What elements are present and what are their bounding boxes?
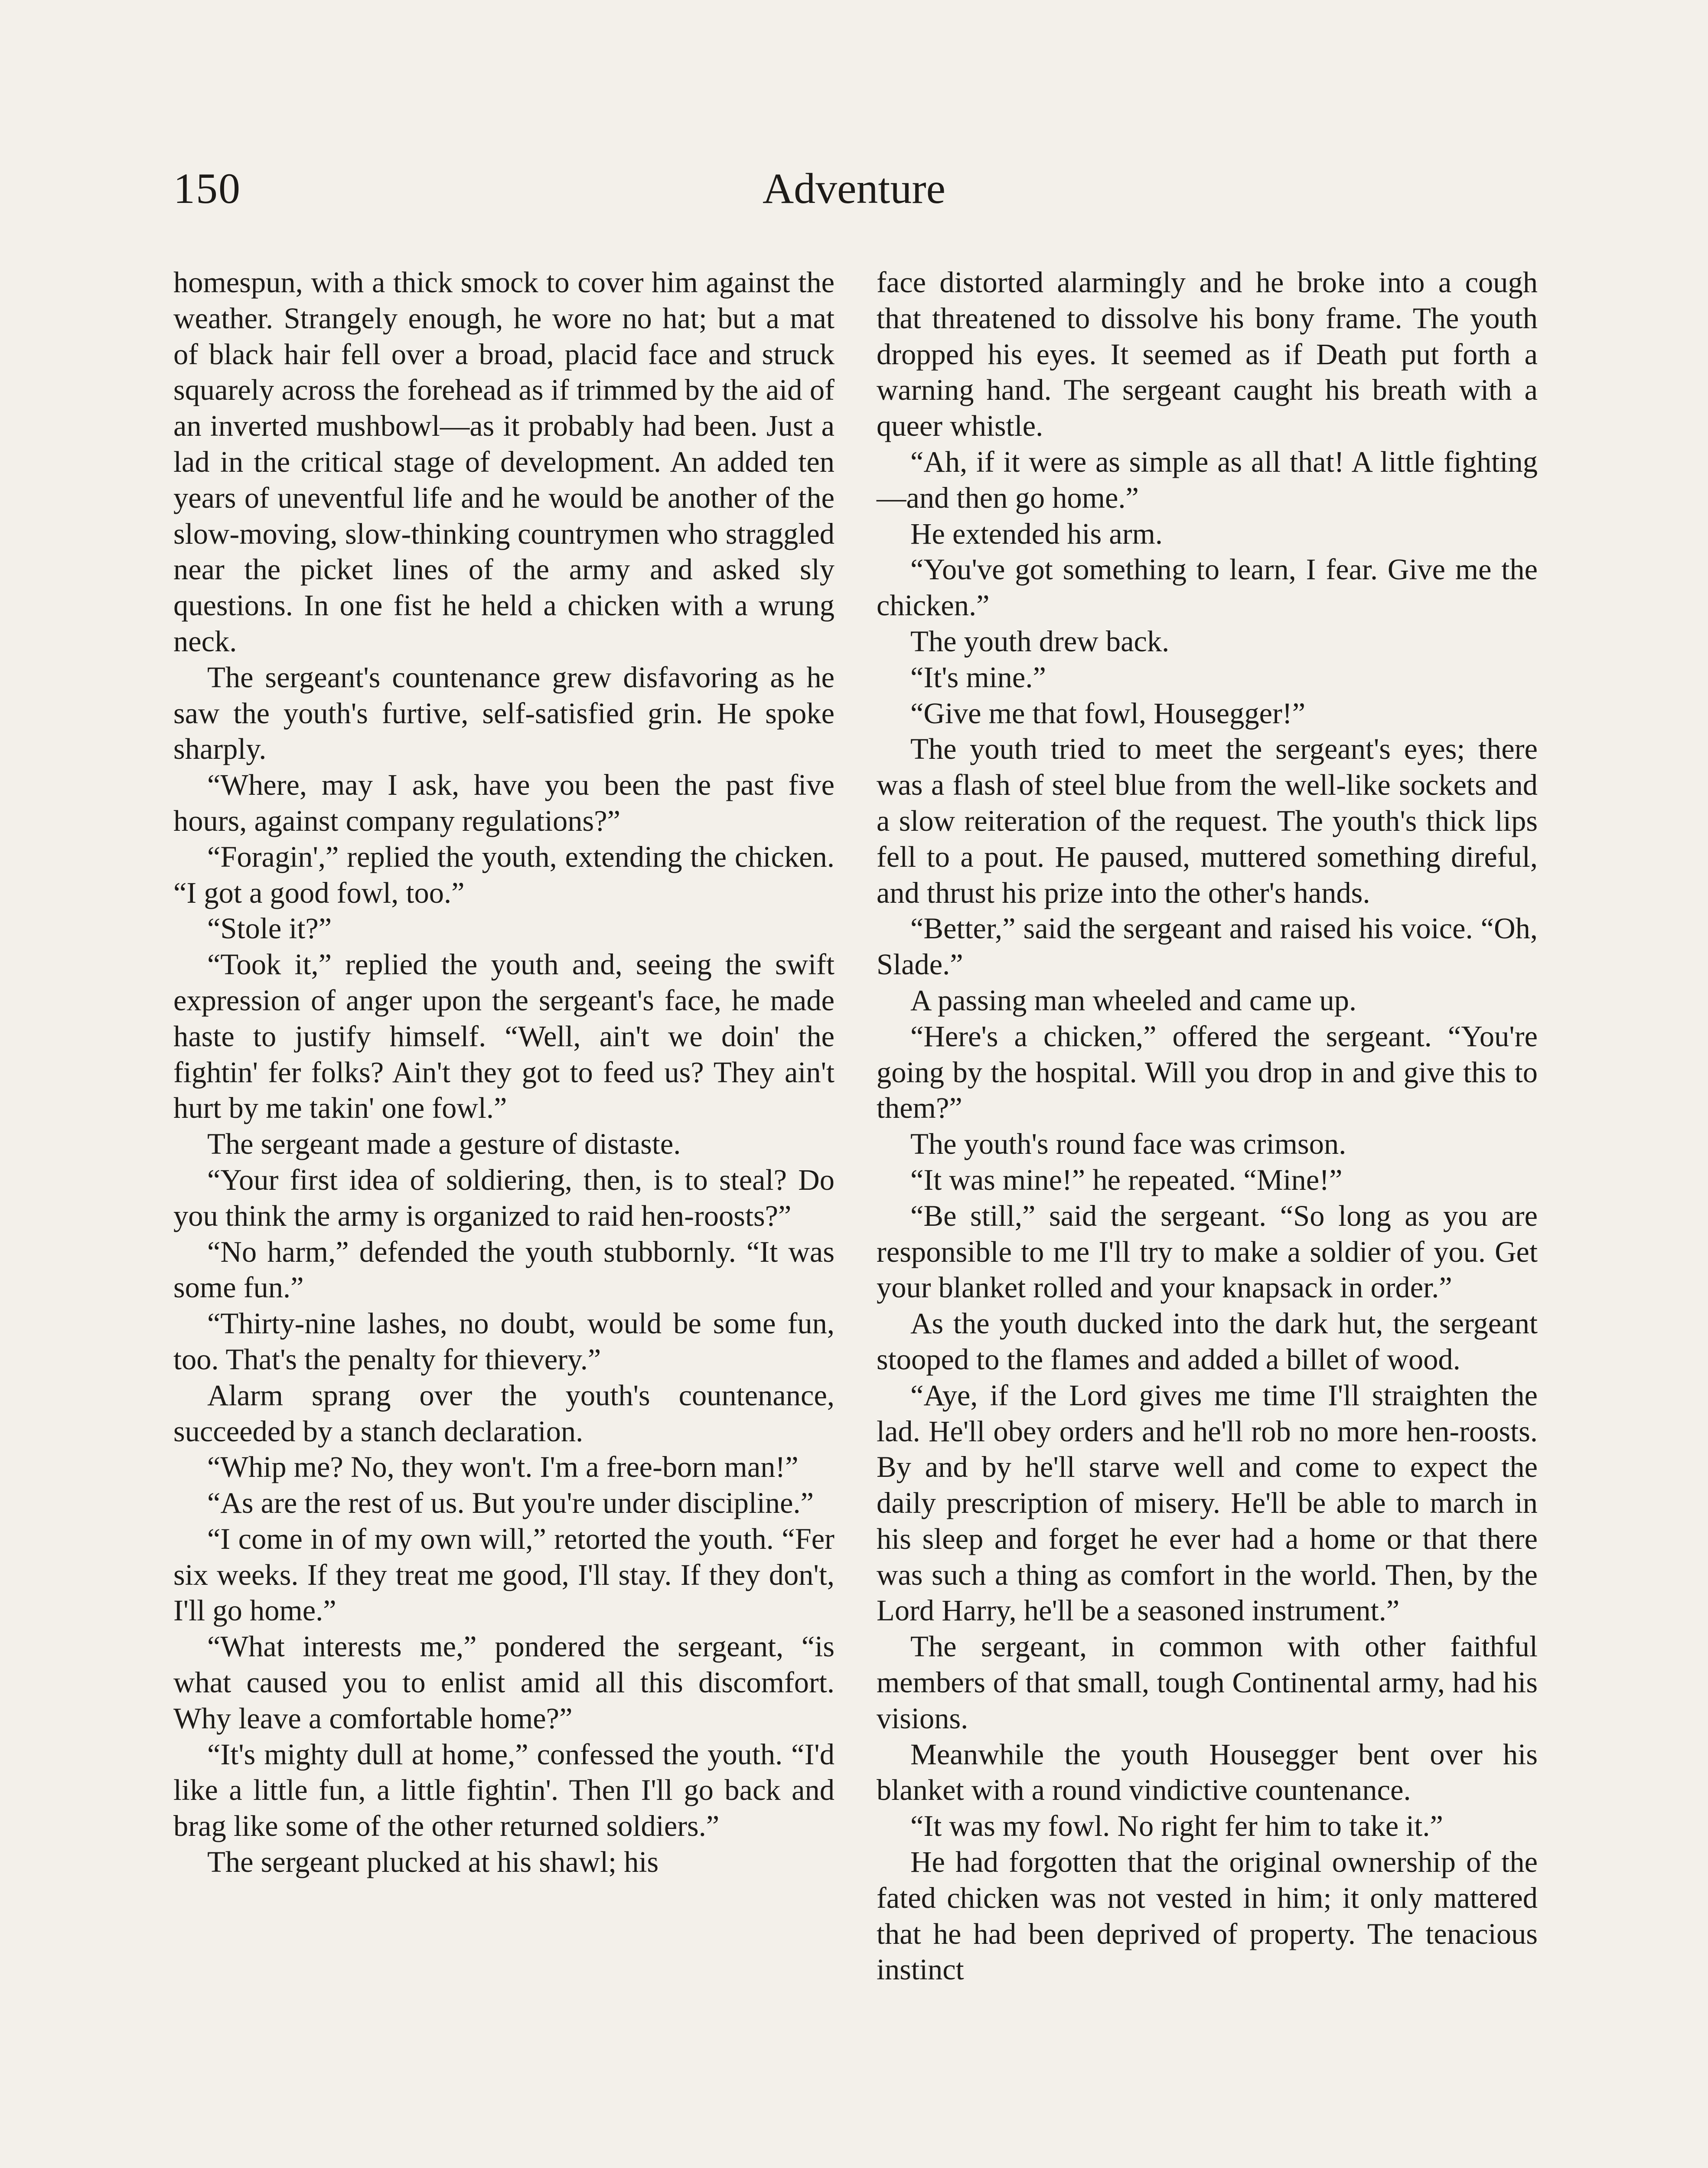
paragraph: Alarm sprang over the youth's countenance, succeeded by a stanch declaration.: [173, 1378, 834, 1448]
paragraph: homespun, with a thick smock to cover him against the weather. Strangely enough, he wore no hat; but a mat of black hair fell over a broad, placid face and struck squarely across the forehead as if trimmed by the aid of an inverted mushbowl—as it probably had been. Just a lad in the critical stage of development. An added ten years of uneventful life and he would be another of the slow-moving, slow-thinking countrymen who straggled near the picket lines of the army and asked sly questions. In one fist he held a chicken with a wrung neck.: [173, 266, 834, 658]
running-head-title: Adventure: [762, 164, 946, 212]
paragraph: “Here's a chicken,” offered the sergeant. “You're going by the hospital. Will you drop in and give this to them?”: [877, 1019, 1538, 1125]
paragraph: “Where, may I ask, have you been the past five hours, against company regulations?”: [173, 768, 834, 837]
paragraph: He had forgotten that the original ownership of the fated chicken was not vested in him; it only mattered that he had been deprived of property. The tenacious instinct: [877, 1845, 1538, 1986]
paragraph: “As are the rest of us. But you're under discipline.”: [207, 1486, 814, 1520]
paragraph: “Your first idea of soldiering, then, is to steal? Do you think the army is organized to raid hen-roosts?”: [173, 1163, 834, 1232]
paragraph: “Foragin',” replied the youth, extending the chicken. “I got a good fowl, too.”: [173, 840, 834, 909]
paragraph: The youth's round face was crimson.: [910, 1127, 1346, 1161]
paragraph: “Better,” said the sergeant and raised his voice. “Oh, Slade.”: [877, 912, 1538, 981]
paragraph: The youth drew back.: [910, 624, 1170, 658]
paragraph: The sergeant, in common with other faithful members of that small, tough Continental army, had his visions.: [877, 1630, 1538, 1735]
paragraph: “Be still,” said the sergeant. “So long as you are responsible to me I'll try to make a soldier of you. Get your blanket rolled and your knapsack in order.”: [877, 1199, 1538, 1304]
paragraph: The youth tried to meet the sergeant's eyes; there was a flash of steel blue from the well-like sockets and a slow reiteration of the request. The youth's thick lips fell to a pout. He paused, muttered something direful, and thrust his prize into the other's hands.: [877, 732, 1538, 909]
paragraph: Meanwhile the youth Housegger bent over his blanket with a round vindictive countenance.: [877, 1737, 1538, 1807]
paragraph: “Took it,” replied the youth and, seeing the swift expression of anger upon the sergeant's face, he made haste to justify himself. “Well, ain't we doin' the fightin' fer folks? Ain't they got to feed us? They ain't hurt by me takin' one fowl.”: [173, 948, 834, 1125]
left-column: [173, 264, 834, 1880]
paragraph: “It was mine!” he repeated. “Mine!”: [910, 1163, 1343, 1196]
paragraph: “It was my fowl. No right fer him to take it.”: [910, 1809, 1443, 1843]
paragraph: The sergeant's countenance grew disfavoring as he saw the youth's furtive, self-satisfied grin. He spoke sharply.: [173, 660, 834, 766]
paragraph: “Aye, if the Lord gives me time I'll straighten the lad. He'll obey orders and he'll rob no more hen-roosts. By and by he'll starve well and come to expect the daily prescription of misery. He'll be able to march in his sleep and forget he ever had a home or that there was such a thing as comfort in the world. Then, by the Lord Harry, he'll be a seasoned instrument.”: [877, 1378, 1538, 1627]
paragraph: As the youth ducked into the dark hut, the sergeant stooped to the flames and added a billet of wood.: [877, 1307, 1538, 1376]
paragraph: “Give me that fowl, Housegger!”: [910, 696, 1306, 730]
paragraph: “Thirty-nine lashes, no doubt, would be some fun, too. That's the penalty for thievery.”: [173, 1307, 834, 1376]
paragraph: “No harm,” defended the youth stubbornly. “It was some fun.”: [173, 1235, 834, 1304]
paragraph: “It's mine.”: [910, 660, 1046, 694]
paragraph: “What interests me,” pondered the sergeant, “is what caused you to enlist amid all this discomfort. Why leave a comfortable home?”: [173, 1630, 834, 1735]
paragraph: The sergeant plucked at his shawl; his: [207, 1845, 659, 1879]
paragraph: A passing man wheeled and came up.: [910, 983, 1357, 1017]
paragraph: face distorted alarmingly and he broke into a cough that threatened to dissolve his bony frame. The youth dropped his eyes. It seemed as if Death put forth a warning hand. The sergeant caught his breath with a queer whistle.: [877, 266, 1538, 443]
paragraph: “Whip me? No, they won't. I'm a free-born man!”: [207, 1450, 799, 1484]
paragraph: “You've got something to learn, I fear. Give me the chicken.”: [877, 553, 1538, 622]
right-column: [877, 264, 1538, 1988]
paragraph: “Ah, if it were as simple as all that! A little fighting—and then go home.”: [877, 445, 1538, 514]
paragraph: The sergeant made a gesture of distaste.: [207, 1127, 681, 1161]
paragraph: “It's mighty dull at home,” confessed the youth. “I'd like a little fun, a little fightin'. Then I'll go back and brag like some of the other returned soldiers.”: [173, 1737, 834, 1843]
paragraph: “I come in of my own will,” retorted the youth. “Fer six weeks. If they treat me good, I'll stay. If they don't, I'll go home.”: [173, 1522, 834, 1627]
page-number: 150: [173, 164, 241, 212]
paragraph: “Stole it?”: [207, 912, 332, 945]
paragraph: He extended his arm.: [910, 517, 1163, 550]
